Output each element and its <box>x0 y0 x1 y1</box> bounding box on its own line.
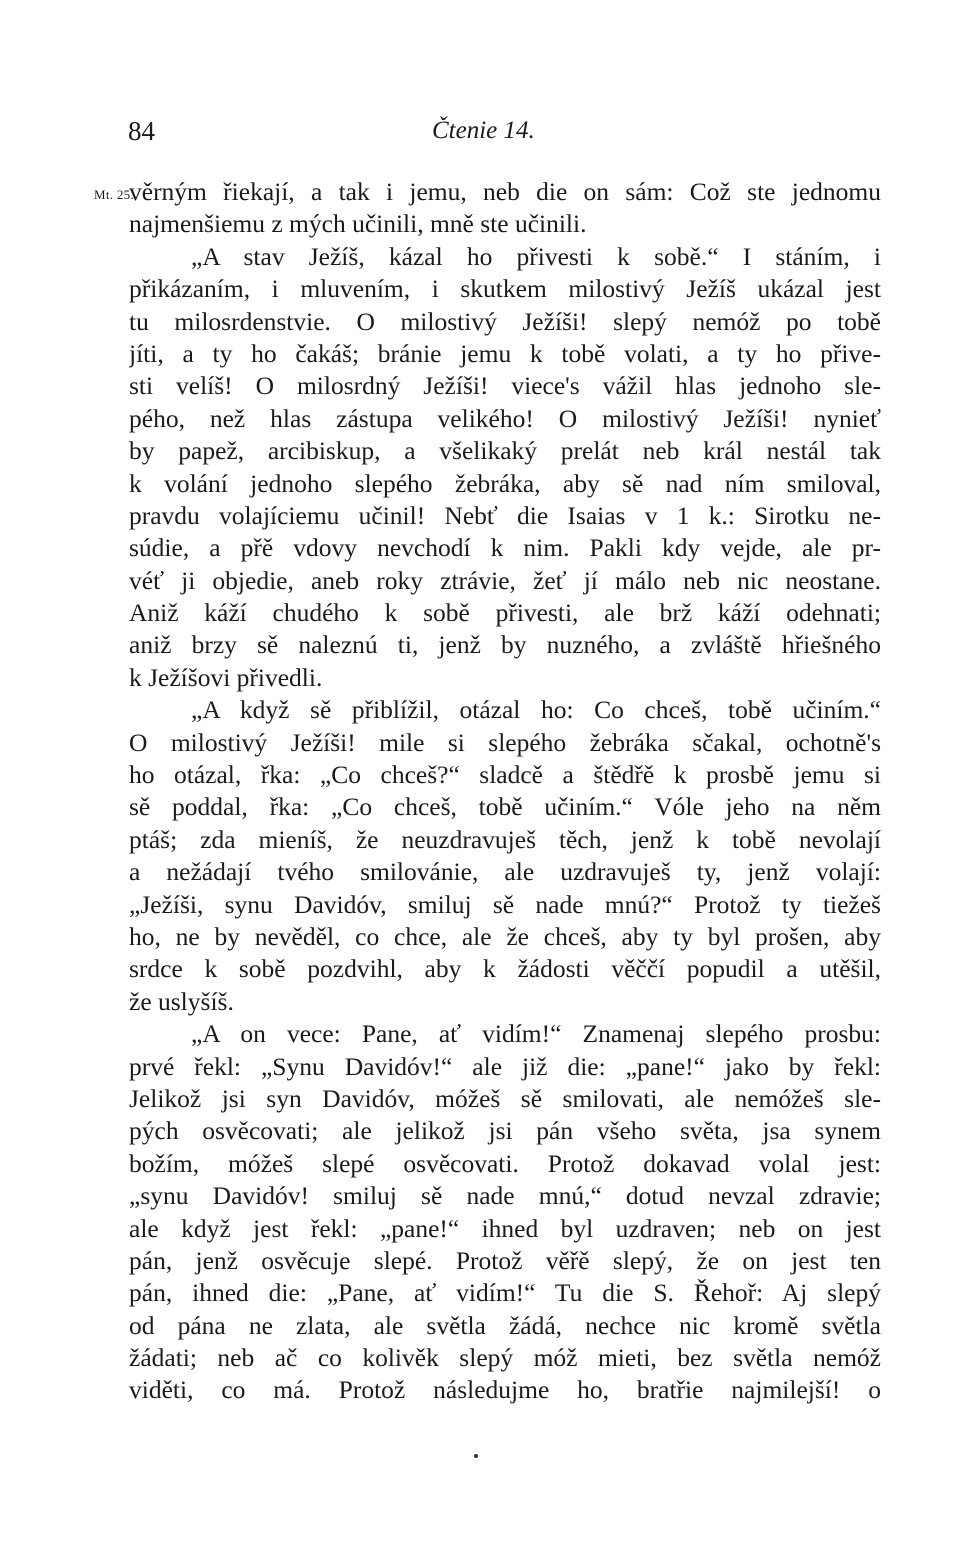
text-line: k volání jednoho slepého žebráka, aby sě nad ním smiloval, <box>129 468 881 498</box>
text-line: by papež, arcibiskup, a všelikaký prelát neb král nestál tak <box>129 436 881 466</box>
page-number: 84 <box>128 116 155 146</box>
text-line: sti velíš! O milosrdný Ježíši! viece's vážil hlas jednoho sle- <box>129 371 881 401</box>
text-line: že uslyšíš. <box>129 986 234 1016</box>
text-line: božím, móžeš slepé osvěcovati. Protož dokavad volal jest: <box>129 1148 881 1178</box>
text-line: O milostivý Ježíši! mile si slepého žebráka sčakal, ochotně's <box>129 727 881 757</box>
text-line: „Ježíši, synu Davidóv, smiluj sě nade mnú?“ Protož ty tiežeš <box>129 889 881 919</box>
text-line: ho otázal, řka: „Co chceš?“ sladcě a štědřě k prosbě jemu si <box>129 760 881 790</box>
text-line: jíti, a ty ho čakáš; bránie jemu k tobě volati, a ty ho přive- <box>129 338 881 368</box>
text-line: súdie, a přě vdovy nevchodí k nim. Pakli kdy vejde, ale pr- <box>129 533 881 563</box>
running-head: Čtenie 14. <box>432 117 535 144</box>
text-line: ho, ne by nevěděl, co chce, ale že chceš, aby ty byl prošen, aby <box>129 921 881 951</box>
text-line: pán, jenž osvěcuje slepé. Protož věřě slepý, že on jest ten <box>129 1245 881 1275</box>
text-line: od pána ne zlata, ale světla žádá, nechce nic kromě světla <box>129 1310 881 1340</box>
text-line: „A on vece: Pane, ať vidím!“ Znamenaj slepého prosbu: <box>191 1019 881 1049</box>
text-line: pravdu volajíciemu učinil! Nebť die Isaias v 1 k.: Sirotku ne- <box>129 500 881 530</box>
printer-mark <box>474 1454 478 1458</box>
text-line: tu milosrdenstvie. O milostivý Ježíši! slepý nemóž po tobě <box>129 306 881 336</box>
text-line: Jelikož jsi syn Davidóv, móžeš sě smilovati, ale nemóžeš sle- <box>129 1083 881 1113</box>
text-line: „A stav Ježíš, kázal ho přivesti k sobě.“ I stáním, i <box>191 241 881 271</box>
text-line: „synu Davidóv! smiluj sě nade mnú,“ dotud nevzal zdravie; <box>129 1181 881 1211</box>
text-line: prvé řekl: „Synu Davidóv!“ ale již die: „pane!“ jako by řekl: <box>129 1051 881 1081</box>
text-line: srdce k sobě pozdvihl, aby k žádosti věččí popudil a utěšil, <box>129 954 881 984</box>
body-text <box>129 176 881 1407</box>
text-line: aniž brzy sě naleznú ti, jenž by nuzného, a zvláště hřiešného <box>129 630 881 660</box>
text-line: žádati; neb ač co kolivěk slepý móž mieti, bez světla nemóž <box>129 1343 881 1373</box>
text-line: přikázaním, i mluvením, i skutkem milostivý Ježíš ukázal jest <box>129 274 881 304</box>
margin-reference: Mt. 25. <box>94 187 135 202</box>
text-line: ale když jest řekl: „pane!“ ihned byl uzdraven; neb on jest <box>129 1213 881 1243</box>
text-line: věrným řiekají, a tak i jemu, neb die on sám: Což ste jednomu <box>129 177 881 206</box>
text-line: pán, ihned die: „Pane, ať vidím!“ Tu die S. Řehoř: Aj slepý <box>129 1278 881 1308</box>
text-line: najmenšiemu z mých učinili, mně ste učinili. <box>129 209 587 239</box>
text-line: pého, než hlas zástupa velikého! O milostivý Ježíši! nynieť <box>129 403 881 433</box>
text-line: a nežádají tvého smilovánie, ale uzdravuješ ty, jenž volají: <box>129 857 881 887</box>
text-line: „A když sě přiblížil, otázal ho: Co chceš, tobě učiním.“ <box>191 695 881 725</box>
text-line: sě poddal, řka: „Co chceš, tobě učiním.“ Vóle jeho na něm <box>129 792 881 822</box>
text-line: viděti, co má. Protož následujme ho, bratřie najmilejší! o <box>129 1375 881 1405</box>
text-line: pých osvěcovati; ale jelikož jsi pán všeho světa, jsa synem <box>129 1116 881 1146</box>
text-line: Aniž káží chudého k sobě přivesti, ale brž káží odehnati; <box>129 598 881 628</box>
text-line: véť ji objedie, aneb roky ztrávie, žeť jí málo neb nic neostane. <box>129 565 881 595</box>
text-line: ptáš; zda mieníš, že neuzdravuješ těch, jenž k tobě nevolají <box>129 824 881 854</box>
text-line: k Ježíšovi přivedli. <box>129 662 323 692</box>
